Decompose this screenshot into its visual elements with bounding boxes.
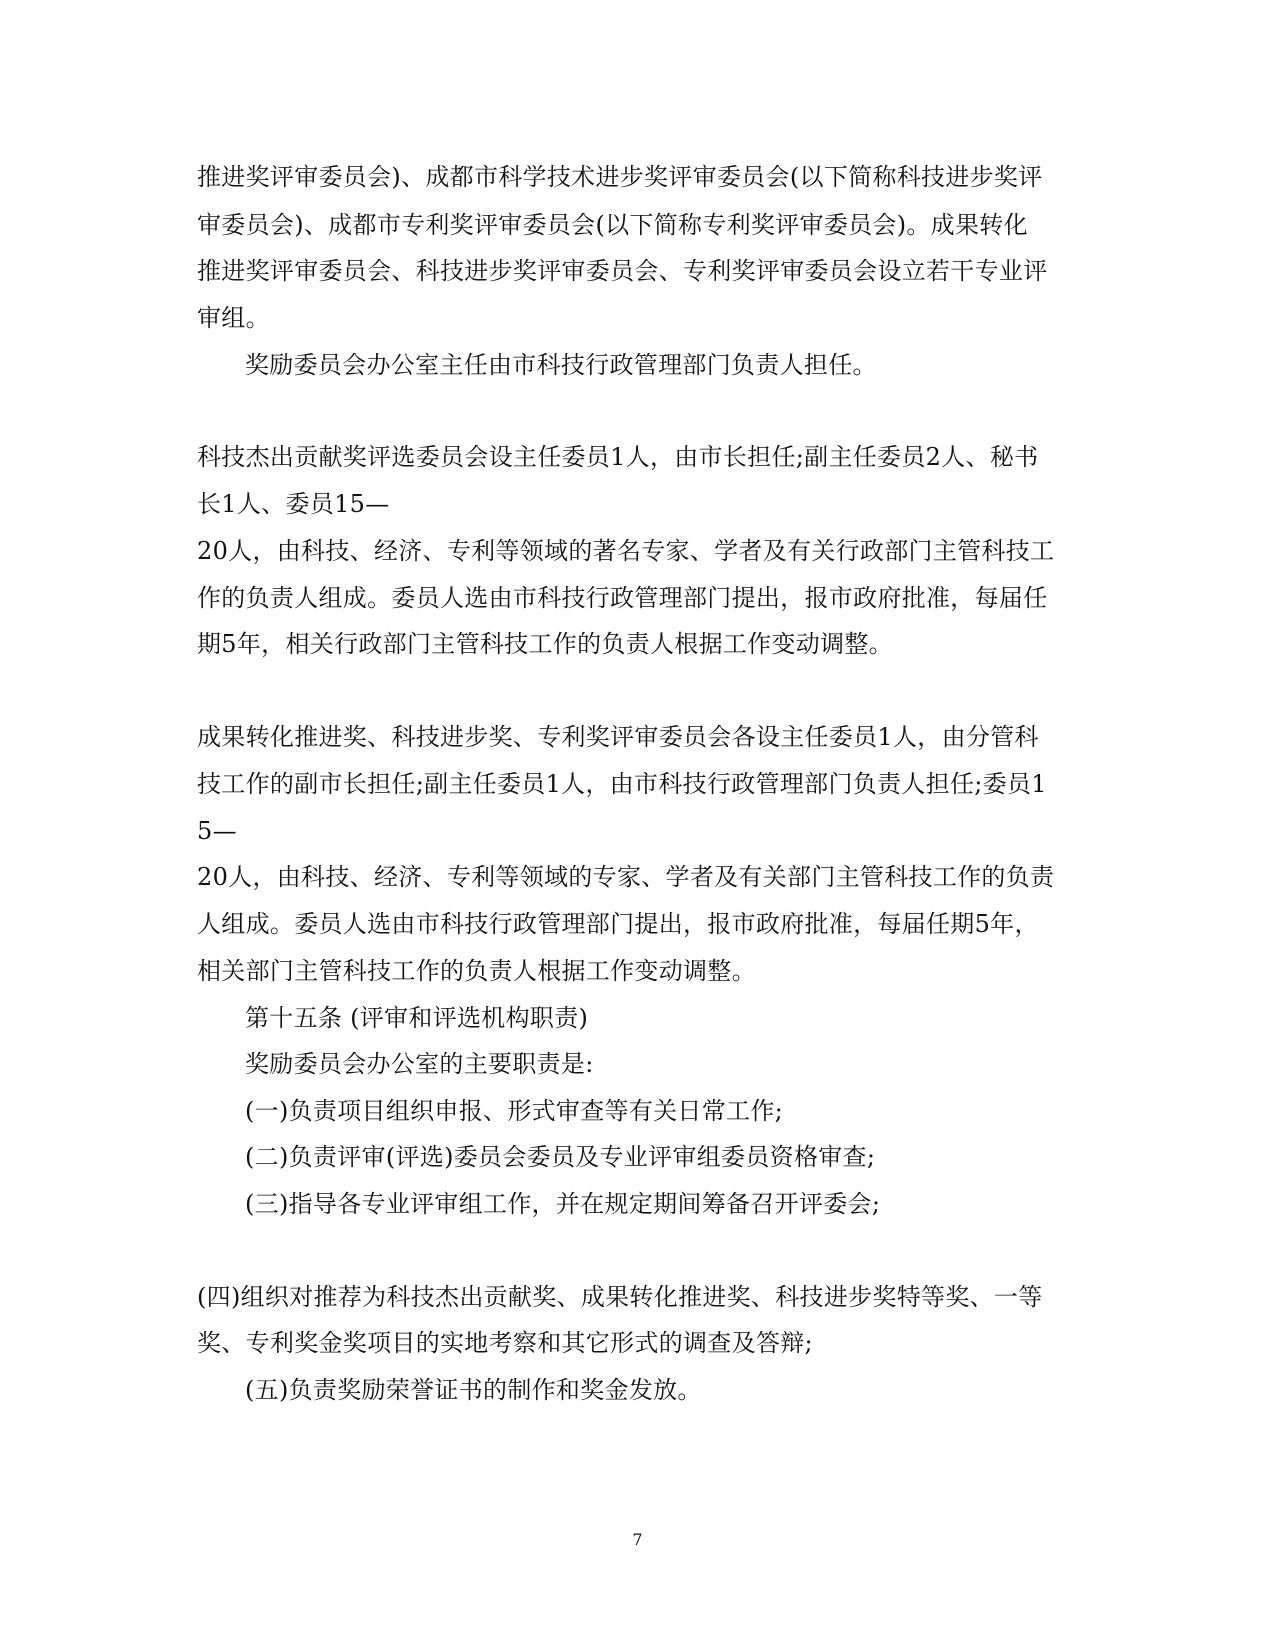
list-item: (二)负责评审(评选)委员会委员及专业评审组委员资格审查;	[245, 1143, 876, 1171]
text-line: 5—	[197, 817, 237, 845]
list-item: (三)指导各专业评审组工作，并在规定期间筹备召开评委会;	[245, 1190, 881, 1218]
text-line: 推进奖评审委员会、科技进步奖评审委员会、专利奖评审委员会设立若干专业评	[197, 257, 1048, 285]
text-line: 作的负责人组成。委员人选由市科技行政管理部门提出，报市政府批准，每届任	[197, 584, 1048, 612]
text-line: 推进奖评审委员会)、成都市科学技术进步奖评审委员会(以下简称科技进步奖评	[197, 163, 1043, 191]
text-line: 审组。	[197, 304, 270, 332]
text-line: 长1人、委员15—	[197, 490, 390, 518]
text-line: 期5年，相关行政部门主管科技工作的负责人根据工作变动调整。	[197, 630, 893, 658]
text-line: 奖励委员会办公室的主要职责是:	[245, 1050, 594, 1078]
text-line: 奖、专利奖金奖项目的实地考察和其它形式的调查及答辩;	[197, 1329, 813, 1357]
list-item: (一)负责项目组织申报、形式审查等有关日常工作;	[245, 1097, 784, 1125]
text-line: 科技杰出贡献奖评选委员会设主任委员1人，由市长担任;副主任委员2人、秘书	[197, 443, 1039, 471]
text-line: 人组成。委员人选由市科技行政管理部门提出，报市政府批准，每届任期5年，	[197, 910, 1039, 938]
article-heading: 第十五条 (评审和评选机构职责)	[245, 1004, 589, 1032]
text-line: 奖励委员会办公室主任由市科技行政管理部门负责人担任。	[245, 351, 877, 379]
text-line: 技工作的副市长担任;副主任委员1人，由市科技行政管理部门负责人担任;委员1	[197, 770, 1047, 798]
text-line: 20人，由科技、经济、专利等领域的著名专家、学者及有关行政部门主管科技工	[197, 537, 1055, 565]
list-item: (五)负责奖励荣誉证书的制作和奖金发放。	[245, 1376, 702, 1404]
text-line: 相关部门主管科技工作的负责人根据工作变动调整。	[197, 957, 756, 985]
list-item: (四)组织对推荐为科技杰出贡献奖、成果转化推进奖、科技进步奖特等奖、一等	[197, 1283, 1043, 1311]
text-line: 成果转化推进奖、科技进步奖、专利奖评审委员会各设主任委员1人，由分管科	[197, 723, 1039, 751]
text-line: 审委员会)、成都市专利奖评审委员会(以下简称专利奖评审委员会)。成果转化	[197, 211, 1028, 239]
page-number: 7	[632, 1530, 643, 1549]
text-line: 20人，由科技、经济、专利等领域的专家、学者及有关部门主管科技工作的负责	[197, 863, 1055, 891]
